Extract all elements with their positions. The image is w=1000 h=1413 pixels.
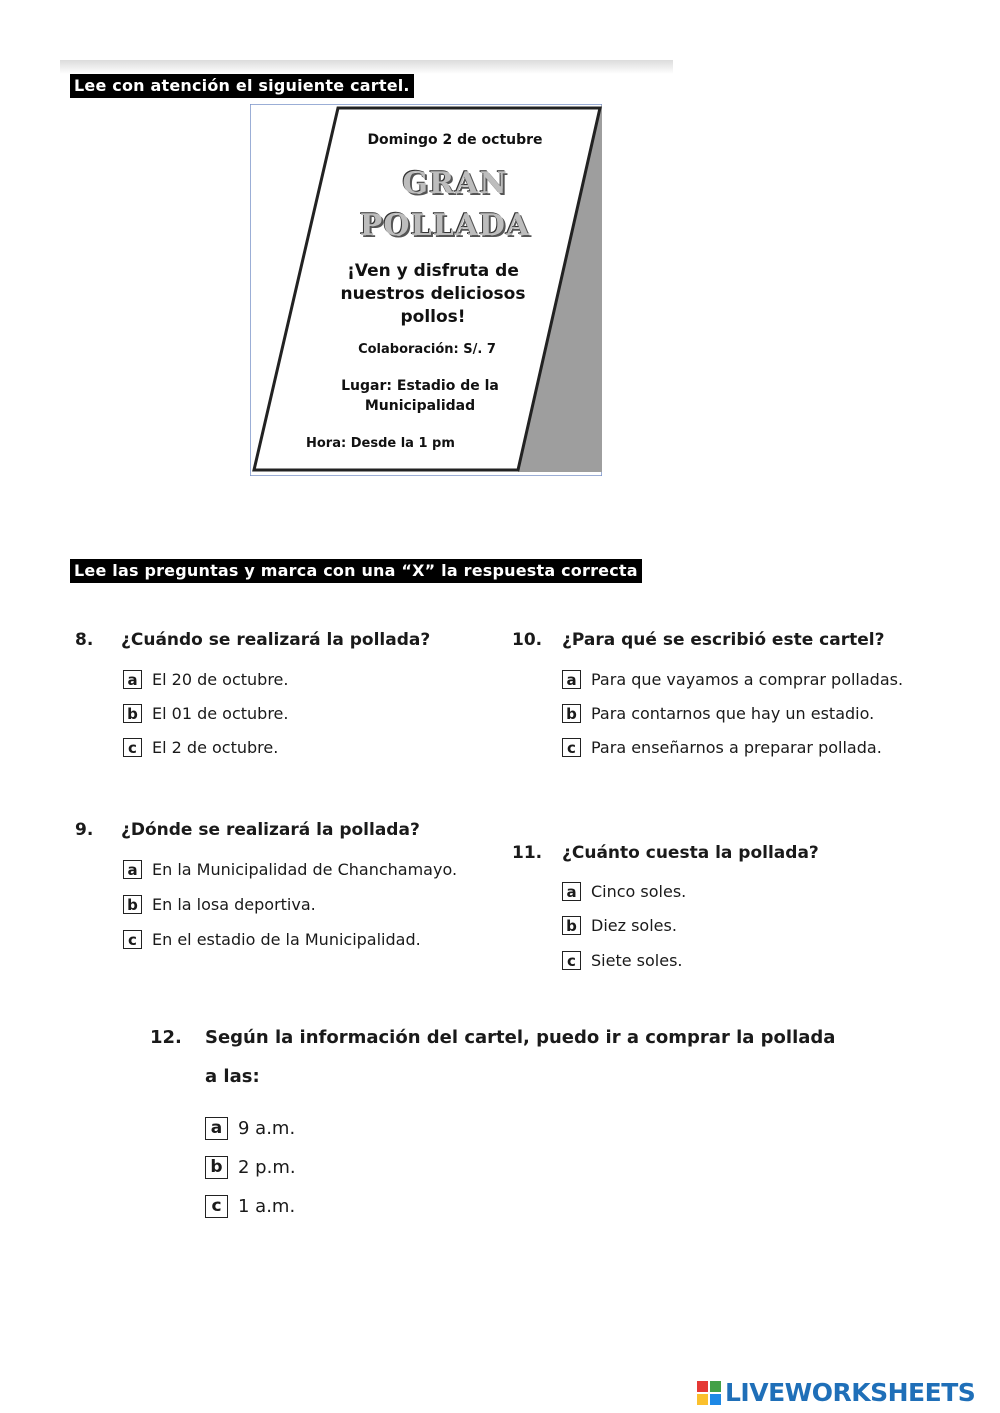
option-letter-box[interactable]: a <box>123 860 142 879</box>
question-text: ¿Cuánto cuesta la pollada? <box>562 843 819 863</box>
logo-square <box>697 1394 708 1405</box>
instruction-read-questions: Lee las preguntas y marca con una “X” la respuesta correcta <box>70 559 642 583</box>
poster-promo-line: ¡Ven y disfruta de <box>347 261 519 281</box>
liveworksheets-brand-text: LIVEWORKSHEETS <box>725 1378 976 1407</box>
question-12 <box>150 1027 835 1087</box>
option-10a[interactable] <box>562 670 903 689</box>
option-text: 1 a.m. <box>238 1196 296 1217</box>
logo-square <box>710 1381 721 1392</box>
question-number: 10. <box>512 630 543 650</box>
option-text: 9 a.m. <box>238 1118 296 1139</box>
option-text: El 2 de octubre. <box>152 738 279 757</box>
poster <box>250 104 602 476</box>
option-letter-box[interactable]: c <box>205 1195 228 1218</box>
question-number: 9. <box>75 820 94 840</box>
question-number: 12. <box>150 1027 182 1048</box>
question-10 <box>512 630 884 650</box>
question-9 <box>75 820 420 840</box>
question-text: ¿Para qué se escribió este cartel? <box>562 630 885 650</box>
poster-colaboracion: Colaboración: S/. 7 <box>358 342 496 357</box>
liveworksheets-logo-icon <box>697 1381 721 1405</box>
option-text: En el estadio de la Municipalidad. <box>152 930 421 949</box>
option-text: Diez soles. <box>591 916 677 935</box>
option-text: En la losa deportiva. <box>152 895 316 914</box>
option-12c[interactable] <box>205 1195 295 1218</box>
option-letter-box[interactable]: c <box>562 738 581 757</box>
logo-square <box>697 1381 708 1392</box>
option-text: Cinco soles. <box>591 882 687 901</box>
option-12b[interactable] <box>205 1156 296 1179</box>
option-9c[interactable] <box>123 930 421 949</box>
option-letter-box[interactable]: c <box>123 930 142 949</box>
option-9b[interactable] <box>123 895 316 914</box>
option-letter-box[interactable]: b <box>562 704 581 723</box>
option-letter-box[interactable]: a <box>123 670 142 689</box>
option-text: El 01 de octubre. <box>152 704 289 723</box>
question-number: 8. <box>75 630 94 650</box>
option-letter-box[interactable]: b <box>205 1156 228 1179</box>
question-text: Según la información del cartel, puedo ir a comprar la pollada <box>205 1027 836 1048</box>
option-text: Siete soles. <box>591 951 683 970</box>
option-11b[interactable] <box>562 916 677 935</box>
question-text-continued: a las: <box>205 1066 260 1087</box>
option-text: Para que vayamos a comprar polladas. <box>591 670 904 689</box>
option-letter-box[interactable]: c <box>123 738 142 757</box>
question-11 <box>512 843 819 863</box>
option-11c[interactable] <box>562 951 682 970</box>
question-8 <box>75 630 430 650</box>
option-8c[interactable] <box>123 738 278 757</box>
option-text: Para enseñarnos a preparar pollada. <box>591 738 882 757</box>
option-text: 2 p.m. <box>238 1157 296 1178</box>
poster-lugar <box>310 376 530 416</box>
option-12a[interactable] <box>205 1117 295 1140</box>
option-letter-box[interactable]: b <box>562 916 581 935</box>
option-text: El 20 de octubre. <box>152 670 289 689</box>
poster-date: Domingo 2 de octubre <box>367 132 543 148</box>
question-text: ¿Cuándo se realizará la pollada? <box>121 630 431 650</box>
option-text: En la Municipalidad de Chanchamayo. <box>152 860 458 879</box>
option-text: Para contarnos que hay un estadio. <box>591 704 875 723</box>
option-10b[interactable] <box>562 704 874 723</box>
option-9a[interactable] <box>123 860 457 879</box>
option-letter-box[interactable]: a <box>562 882 581 901</box>
poster-title-gran: GRAN <box>402 166 508 201</box>
poster-title-pollada: POLLADA <box>359 208 531 243</box>
poster-promo-line: nuestros deliciosos <box>340 284 526 304</box>
option-8b[interactable] <box>123 704 288 723</box>
option-letter-box[interactable]: b <box>123 704 142 723</box>
logo-square <box>710 1394 721 1405</box>
option-8a[interactable] <box>123 670 288 689</box>
poster-lugar-line: Lugar: Estadio de la <box>341 378 499 394</box>
option-letter-box[interactable]: b <box>123 895 142 914</box>
option-letter-box[interactable]: a <box>205 1117 228 1140</box>
poster-promo-line: pollos! <box>400 307 466 327</box>
option-10c[interactable] <box>562 738 882 757</box>
option-letter-box[interactable]: a <box>562 670 581 689</box>
top-gradient-bar <box>60 60 673 74</box>
question-text: ¿Dónde se realizará la pollada? <box>121 820 420 840</box>
poster-hora: Hora: Desde la 1 pm <box>306 436 455 451</box>
poster-lugar-line: Municipalidad <box>364 398 476 414</box>
instruction-read-poster: Lee con atención el siguiente cartel. <box>70 74 414 98</box>
option-11a[interactable] <box>562 882 686 901</box>
liveworksheets-logo <box>697 1378 975 1407</box>
question-number: 11. <box>512 843 543 863</box>
option-letter-box[interactable]: c <box>562 951 581 970</box>
poster-promo <box>328 260 538 329</box>
